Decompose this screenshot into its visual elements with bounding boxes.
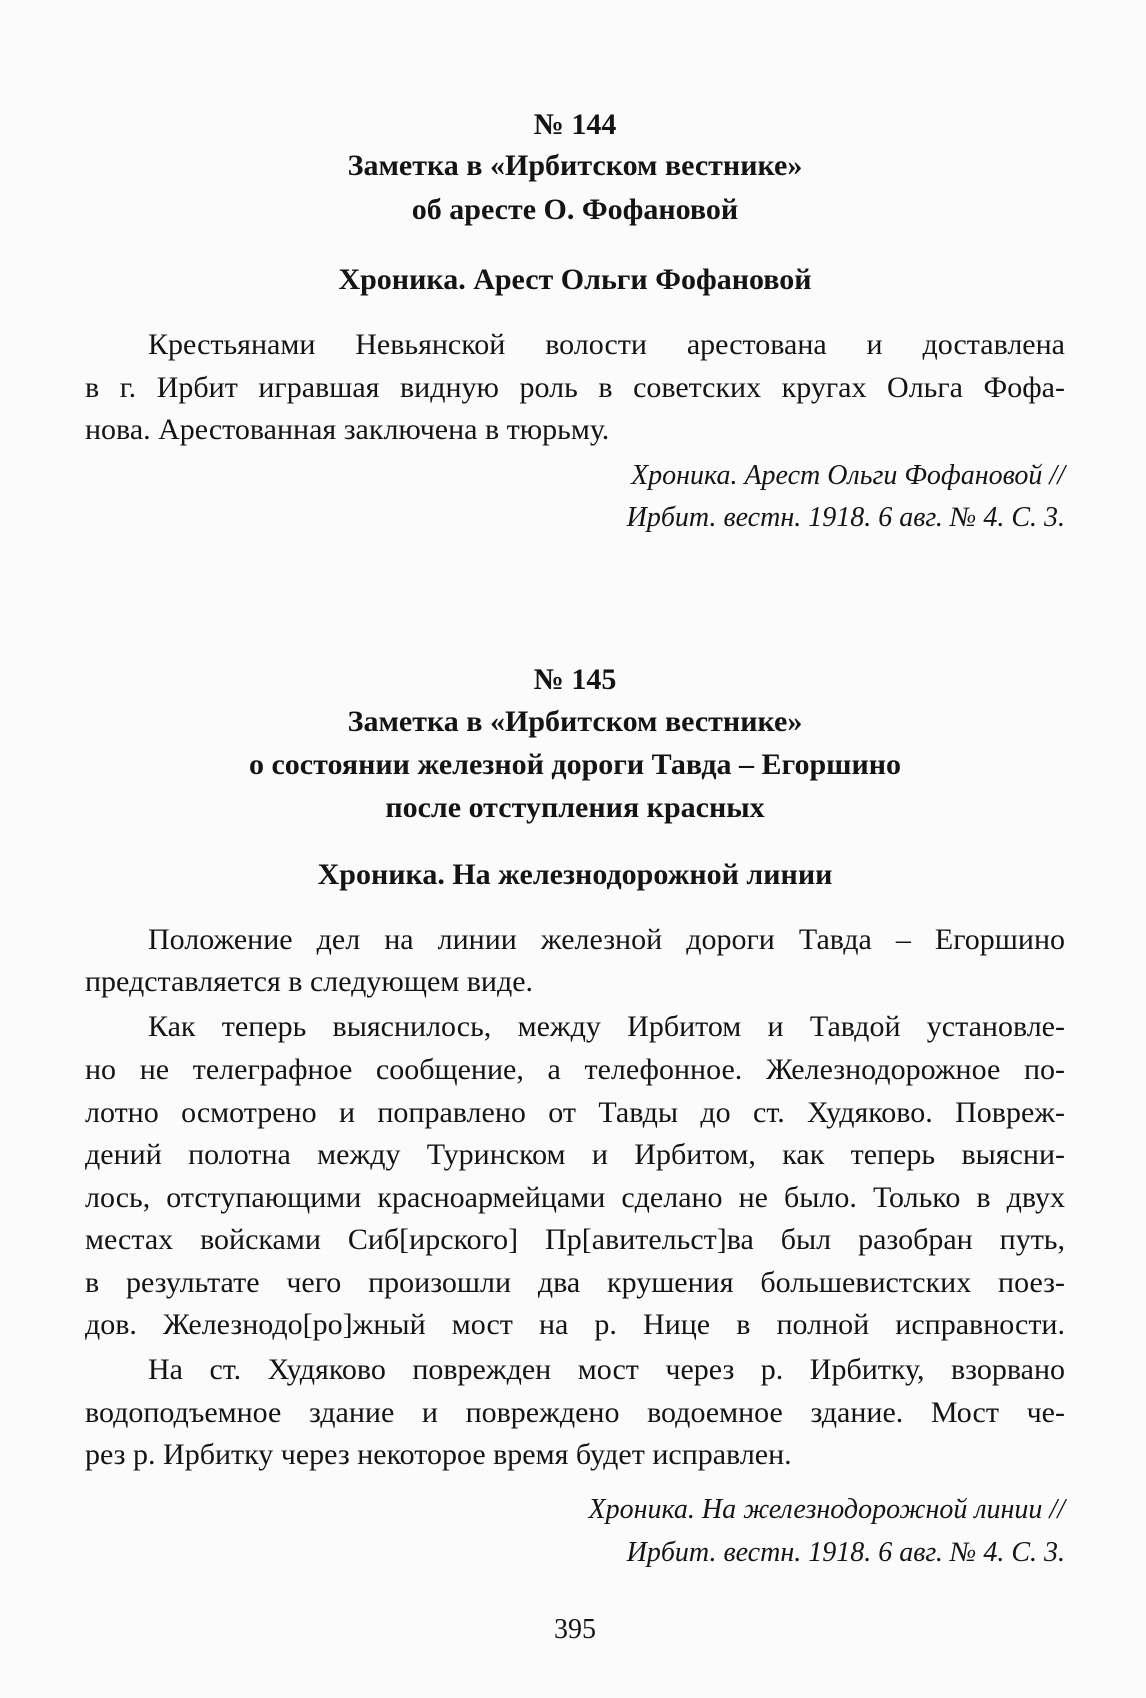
doc-subtitle: Хроника. На железнодорожной линии [317, 858, 833, 891]
body-line: Как теперь выяснилось, между Ирбитом и Тавдой установле- [148, 1010, 1065, 1043]
body-line: местах войсками Сиб[ирского] Пр[авительст]ва был разобран путь, [85, 1223, 1065, 1256]
doc-number: № 145 [533, 663, 617, 696]
citation-line: Ирбит. вестн. 1918. 6 авг. № 4. С. 3. [626, 1537, 1065, 1568]
doc-subtitle: Хроника. Арест Ольги Фофановой [338, 263, 812, 296]
body-line: лось, отступающими красноармейцами сделано не было. Только в двух [85, 1181, 1065, 1214]
body-line: но не телеграфное сообщение, а телефонное. Железнодорожное по- [85, 1053, 1065, 1086]
body-line: в г. Ирбит игравшая видную роль в советских кругах Ольга Фофа- [85, 371, 1065, 404]
body-line: лотно осмотрено и поправлено от Тавды до ст. Худяково. Повреж- [85, 1096, 1065, 1129]
doc-title-line: Заметка в «Ирбитском вестнике» [347, 149, 803, 182]
page-number: 395 [554, 1614, 596, 1645]
doc-number: № 144 [533, 108, 617, 141]
body-line: дений полотна между Туринском и Ирбитом, как теперь выясни- [85, 1138, 1065, 1171]
body-line: Положение дел на линии железной дороги Тавда – Егоршино [148, 923, 1065, 956]
body-line: в результате чего произошли два крушения большевистских поез- [85, 1266, 1065, 1299]
body-line: водоподъемное здание и повреждено водоемное здание. Мост че- [85, 1396, 1065, 1429]
doc-title-line: после отступления красных [385, 791, 765, 824]
citation-line: Ирбит. вестн. 1918. 6 авг. № 4. С. 3. [626, 502, 1065, 533]
citation-line: Хроника. Арест Ольги Фофановой // [631, 460, 1065, 491]
body-line: нова. Арестованная заключена в тюрьму. [85, 413, 610, 446]
body-line: представляется в следующем виде. [85, 965, 534, 998]
body-line: рез р. Ирбитку через некоторое время будет исправлен. [85, 1438, 792, 1471]
citation-line: Хроника. На железнодорожной линии // [588, 1494, 1065, 1525]
body-line: Крестьянами Невьянской волости арестована и доставлена [148, 328, 1065, 361]
body-line: дов. Железнодо[ро]жный мост на р. Нице в полной исправности. [85, 1308, 1065, 1341]
doc-title-line: о состоянии железной дороги Тавда – Егоршино [248, 748, 902, 781]
body-line: На ст. Худяково поврежден мост через р. Ирбитку, взорвано [148, 1353, 1065, 1386]
doc-title-line: Заметка в «Ирбитском вестнике» [347, 705, 803, 738]
doc-title-line: об аресте О. Фофановой [411, 193, 739, 226]
